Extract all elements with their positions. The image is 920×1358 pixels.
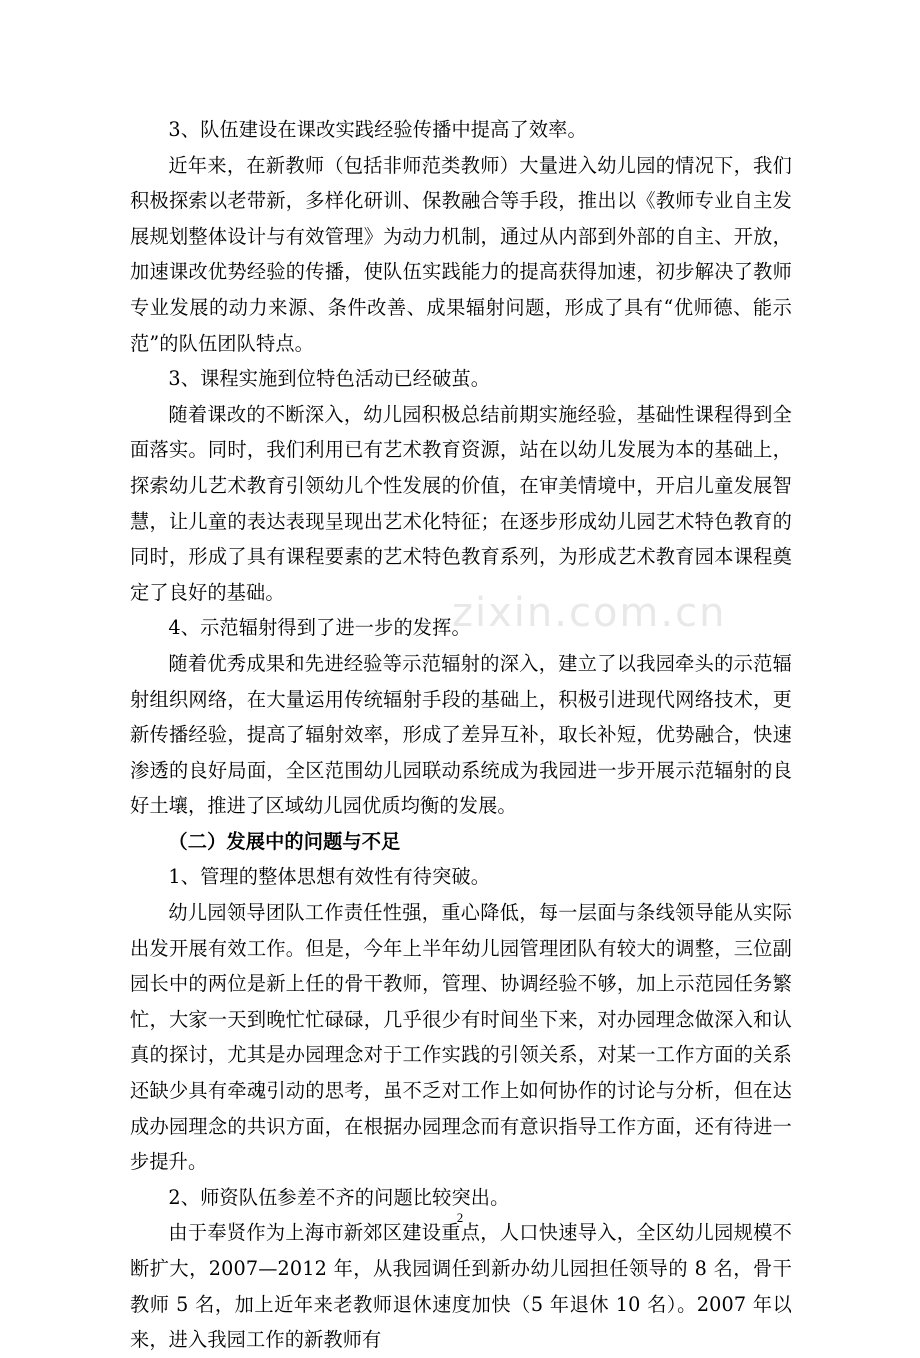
page-number: 2 [456, 1210, 464, 1225]
paragraph-curriculum: 随着课改的不断深入，幼儿园积极总结前期实施经验，基础性课程得到全面落实。同时，我们利用已有艺术教育资源，站在以幼儿发展为本的基础上，探索幼儿艺术教育引领幼儿个性发展的价值，在审美情境中，开启儿童发展智慧，让儿童的表达表现呈现出艺术化特征；在逐步形成幼儿园艺术特色教育的同时，形成了具有课程要素的艺术特色教育系列，为形成艺术教育园本课程奠定了良好的基础。 [130, 402, 792, 604]
subheading-management: 1、管理的整体思想有效性有待突破。 [168, 865, 491, 889]
subheading-curriculum: 3、课程实施到位特色活动已经破茧。 [168, 367, 491, 391]
subheading-team-efficiency: 3、队伍建设在课改实践经验传播中提高了效率。 [168, 118, 587, 141]
subheading-teacher-staff: 2、师资队伍参差不齐的问题比较突出。 [168, 1185, 510, 1209]
subheading-demonstration: 4、示范辐射得到了进一步的发挥。 [168, 616, 471, 640]
watermark: zixin.com.cn [452, 590, 727, 636]
paragraph-teacher-staff: 由于奉贤作为上海市新郊区建设重点，人口快速导入，全区幼儿园规模不断扩大，2007—2012 年，从我园调任到新办幼儿园担任领导的 8 名，骨干教师 5 名，加上近年来老教师退休速度加快（5 年退休 10 名）。2007 年以来，进入我园工作的新教师有 [130, 1221, 792, 1352]
paragraph-management: 幼儿园领导团队工作责任性强，重心降低，每一层面与条线领导能从实际出发开展有效工作。但是，今年上半年幼儿园管理团队有较大的调整，三位副园长中的两位是新上任的骨干教师，管理、协调经验不够，加上示范园任务繁忙，大家一天到晚忙忙碌碌，几乎很少有时间坐下来，对办园理念做深入和认真的探讨，尤其是办园理念对于工作实践的引领关系，对某一工作方面的关系还缺少具有牵魂引动的思考，虽不乏对工作上如何协作的讨论与分析，但在达成办园理念的共识方面，在根据办园理念而有意识指导工作方面，还有待进一步提升。 [130, 901, 792, 1174]
document-body [130, 112, 792, 1358]
paragraph-team-building: 近年来，在新教师（包括非师范类教师）大量进入幼儿园的情况下，我们积极探索以老带新，多样化研训、保教融合等手段，推出以《教师专业自主发展规划整体设计与有效管理》为动力机制，通过从内部到外部的自主、开放，加速课改优势经验的传播，使队伍实践能力的提高获得加速，初步解决了教师专业发展的动力来源、条件改善、成果辐射问题，形成了具有“优师德、能示范”的队伍团队特点。 [130, 153, 792, 355]
paragraph-demonstration: 随着优秀成果和先进经验等示范辐射的深入，建立了以我园牵头的示范辐射组织网络，在大量运用传统辐射手段的基础上，积极引进现代网络技术，更新传播经验，提高了辐射效率，形成了差异互补，取长补短，优势融合，快速渗透的良好局面，全区范围幼儿园联动系统成为我园进一步开展示范辐射的良好土壤，推进了区域幼儿园优质均衡的发展。 [130, 651, 792, 818]
section-heading-problems: （二）发展中的问题与不足 [168, 829, 401, 853]
